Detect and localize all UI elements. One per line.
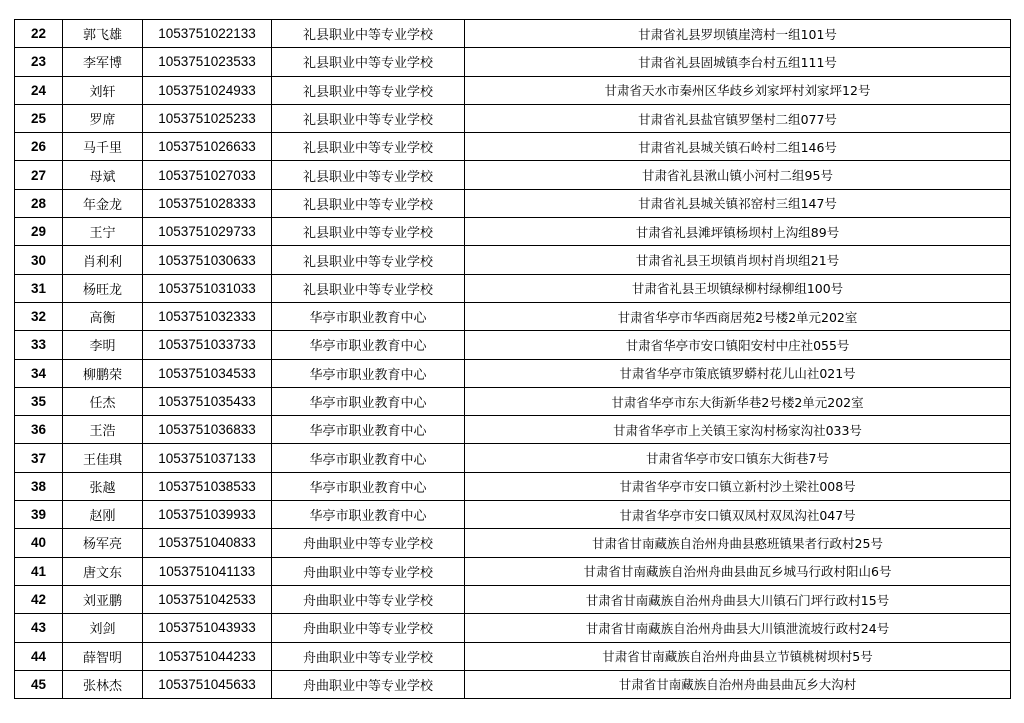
table-row <box>15 331 1011 359</box>
cell-id-number: 1053751035433 <box>143 387 272 415</box>
table-row <box>15 302 1011 330</box>
cell-school: 舟曲职业中等专业学校 <box>272 642 465 670</box>
cell-school: 礼县职业中等专业学校 <box>272 20 465 48</box>
cell-name: 李军博 <box>63 48 143 76</box>
cell-id-number: 1053751033733 <box>143 331 272 359</box>
cell-school: 礼县职业中等专业学校 <box>272 189 465 217</box>
cell-name: 柳鹏荣 <box>63 359 143 387</box>
cell-no: 22 <box>15 20 63 48</box>
cell-address: 甘肃省礼县滩坪镇杨坝村上沟组89号 <box>465 218 1011 246</box>
cell-school: 华亭市职业教育中心 <box>272 444 465 472</box>
table-row <box>15 670 1011 698</box>
table-row <box>15 614 1011 642</box>
table-row <box>15 20 1011 48</box>
cell-no: 41 <box>15 557 63 585</box>
cell-address: 甘肃省礼县城关镇祁窑村三组147号 <box>465 189 1011 217</box>
cell-id-number: 1053751039933 <box>143 501 272 529</box>
cell-address: 甘肃省甘南藏族自治州舟曲县曲瓦乡城马行政村阳山6号 <box>465 557 1011 585</box>
cell-address: 甘肃省华亭市安口镇阳安村中庄社055号 <box>465 331 1011 359</box>
cell-address: 甘肃省礼县城关镇石岭村二组146号 <box>465 133 1011 161</box>
cell-school: 华亭市职业教育中心 <box>272 472 465 500</box>
cell-school: 舟曲职业中等专业学校 <box>272 557 465 585</box>
cell-school: 舟曲职业中等专业学校 <box>272 670 465 698</box>
cell-no: 23 <box>15 48 63 76</box>
cell-id-number: 1053751031033 <box>143 274 272 302</box>
cell-address: 甘肃省华亭市安口镇东大街巷7号 <box>465 444 1011 472</box>
cell-name: 王宁 <box>63 218 143 246</box>
cell-address: 甘肃省礼县盐官镇罗堡村二组077号 <box>465 104 1011 132</box>
cell-address: 甘肃省华亭市上关镇王家沟村杨家沟社033号 <box>465 416 1011 444</box>
cell-name: 赵刚 <box>63 501 143 529</box>
cell-address: 甘肃省甘南藏族自治州舟曲县立节镇桃树坝村5号 <box>465 642 1011 670</box>
cell-no: 32 <box>15 302 63 330</box>
cell-no: 30 <box>15 246 63 274</box>
cell-address: 甘肃省礼县固城镇李台村五组111号 <box>465 48 1011 76</box>
cell-no: 43 <box>15 614 63 642</box>
cell-no: 31 <box>15 274 63 302</box>
cell-id-number: 1053751034533 <box>143 359 272 387</box>
cell-no: 42 <box>15 585 63 613</box>
cell-id-number: 1053751026633 <box>143 133 272 161</box>
cell-name: 刘剑 <box>63 614 143 642</box>
cell-id-number: 1053751027033 <box>143 161 272 189</box>
cell-school: 礼县职业中等专业学校 <box>272 76 465 104</box>
table-row <box>15 359 1011 387</box>
cell-id-number: 1053751044233 <box>143 642 272 670</box>
table-row <box>15 246 1011 274</box>
cell-name: 薛智明 <box>63 642 143 670</box>
table-row <box>15 133 1011 161</box>
cell-school: 礼县职业中等专业学校 <box>272 104 465 132</box>
cell-name: 杨旺龙 <box>63 274 143 302</box>
table-row <box>15 529 1011 557</box>
cell-id-number: 1053751043933 <box>143 614 272 642</box>
cell-address: 甘肃省甘南藏族自治州舟曲县曲瓦乡大沟村 <box>465 670 1011 698</box>
cell-school: 礼县职业中等专业学校 <box>272 274 465 302</box>
cell-no: 28 <box>15 189 63 217</box>
cell-no: 33 <box>15 331 63 359</box>
cell-address: 甘肃省天水市秦州区华歧乡刘家坪村刘家坪12号 <box>465 76 1011 104</box>
student-table <box>14 19 1011 699</box>
cell-no: 44 <box>15 642 63 670</box>
cell-name: 年金龙 <box>63 189 143 217</box>
cell-name: 马千里 <box>63 133 143 161</box>
cell-id-number: 1053751045633 <box>143 670 272 698</box>
table-row <box>15 501 1011 529</box>
cell-school: 礼县职业中等专业学校 <box>272 48 465 76</box>
cell-school: 舟曲职业中等专业学校 <box>272 614 465 642</box>
cell-school: 华亭市职业教育中心 <box>272 416 465 444</box>
cell-address: 甘肃省甘南藏族自治州舟曲县憨班镇果者行政村25号 <box>465 529 1011 557</box>
cell-school: 华亭市职业教育中心 <box>272 331 465 359</box>
cell-no: 35 <box>15 387 63 415</box>
cell-id-number: 1053751029733 <box>143 218 272 246</box>
cell-name: 高衡 <box>63 302 143 330</box>
cell-name: 郭飞雄 <box>63 20 143 48</box>
cell-name: 唐文东 <box>63 557 143 585</box>
cell-school: 华亭市职业教育中心 <box>272 302 465 330</box>
cell-name: 罗席 <box>63 104 143 132</box>
table-row <box>15 444 1011 472</box>
cell-school: 礼县职业中等专业学校 <box>272 133 465 161</box>
cell-id-number: 1053751036833 <box>143 416 272 444</box>
table-row <box>15 189 1011 217</box>
cell-id-number: 1053751025233 <box>143 104 272 132</box>
cell-name: 张越 <box>63 472 143 500</box>
table-row <box>15 642 1011 670</box>
table-row <box>15 161 1011 189</box>
cell-id-number: 1053751030633 <box>143 246 272 274</box>
cell-school: 礼县职业中等专业学校 <box>272 161 465 189</box>
cell-no: 36 <box>15 416 63 444</box>
cell-address: 甘肃省甘南藏族自治州舟曲县大川镇泄流坡行政村24号 <box>465 614 1011 642</box>
cell-no: 27 <box>15 161 63 189</box>
cell-no: 34 <box>15 359 63 387</box>
cell-name: 刘轩 <box>63 76 143 104</box>
cell-school: 礼县职业中等专业学校 <box>272 218 465 246</box>
cell-no: 45 <box>15 670 63 698</box>
cell-id-number: 1053751040833 <box>143 529 272 557</box>
cell-school: 华亭市职业教育中心 <box>272 387 465 415</box>
cell-address: 甘肃省华亭市东大街新华巷2号楼2单元202室 <box>465 387 1011 415</box>
table-row <box>15 104 1011 132</box>
cell-name: 张林杰 <box>63 670 143 698</box>
table-row <box>15 274 1011 302</box>
cell-address: 甘肃省华亭市华西商居苑2号楼2单元202室 <box>465 302 1011 330</box>
cell-name: 王浩 <box>63 416 143 444</box>
cell-address: 甘肃省礼县罗坝镇崖湾村一组101号 <box>465 20 1011 48</box>
cell-no: 25 <box>15 104 63 132</box>
cell-id-number: 1053751023533 <box>143 48 272 76</box>
cell-name: 肖利利 <box>63 246 143 274</box>
cell-id-number: 1053751032333 <box>143 302 272 330</box>
cell-address: 甘肃省华亭市安口镇立新村沙土梁社008号 <box>465 472 1011 500</box>
cell-school: 华亭市职业教育中心 <box>272 501 465 529</box>
table-row <box>15 557 1011 585</box>
cell-name: 任杰 <box>63 387 143 415</box>
cell-id-number: 1053751038533 <box>143 472 272 500</box>
table-row <box>15 387 1011 415</box>
cell-id-number: 1053751042533 <box>143 585 272 613</box>
cell-name: 李明 <box>63 331 143 359</box>
cell-school: 舟曲职业中等专业学校 <box>272 529 465 557</box>
cell-address: 甘肃省甘南藏族自治州舟曲县大川镇石门坪行政村15号 <box>465 585 1011 613</box>
cell-id-number: 1053751024933 <box>143 76 272 104</box>
cell-no: 38 <box>15 472 63 500</box>
cell-address: 甘肃省华亭市策底镇罗蟒村花儿山社021号 <box>465 359 1011 387</box>
cell-no: 40 <box>15 529 63 557</box>
cell-school: 华亭市职业教育中心 <box>272 359 465 387</box>
cell-address: 甘肃省华亭市安口镇双凤村双凤沟社047号 <box>465 501 1011 529</box>
table-row <box>15 416 1011 444</box>
cell-no: 26 <box>15 133 63 161</box>
cell-name: 刘亚鹏 <box>63 585 143 613</box>
cell-no: 39 <box>15 501 63 529</box>
cell-id-number: 1053751041133 <box>143 557 272 585</box>
cell-name: 杨军亮 <box>63 529 143 557</box>
table-row <box>15 472 1011 500</box>
table-row <box>15 76 1011 104</box>
cell-id-number: 1053751037133 <box>143 444 272 472</box>
table-row <box>15 585 1011 613</box>
table-body <box>15 20 1011 699</box>
table-row <box>15 218 1011 246</box>
cell-no: 29 <box>15 218 63 246</box>
cell-address: 甘肃省礼县湫山镇小河村二组95号 <box>465 161 1011 189</box>
cell-id-number: 1053751022133 <box>143 20 272 48</box>
cell-name: 母斌 <box>63 161 143 189</box>
cell-no: 37 <box>15 444 63 472</box>
cell-school: 舟曲职业中等专业学校 <box>272 585 465 613</box>
cell-name: 王佳琪 <box>63 444 143 472</box>
table-row <box>15 48 1011 76</box>
document-page <box>14 19 1010 699</box>
cell-address: 甘肃省礼县王坝镇绿柳村绿柳组100号 <box>465 274 1011 302</box>
cell-no: 24 <box>15 76 63 104</box>
cell-school: 礼县职业中等专业学校 <box>272 246 465 274</box>
cell-address: 甘肃省礼县王坝镇肖坝村肖坝组21号 <box>465 246 1011 274</box>
cell-id-number: 1053751028333 <box>143 189 272 217</box>
